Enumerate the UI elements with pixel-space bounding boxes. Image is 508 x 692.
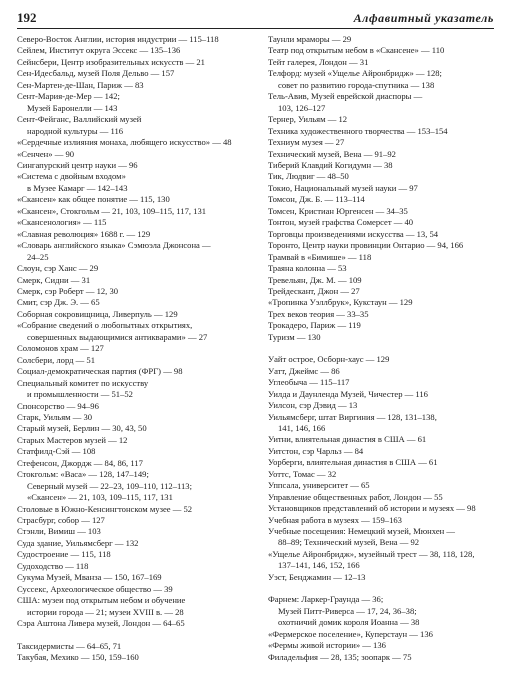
index-entry xyxy=(268,275,496,286)
index-entry xyxy=(268,240,496,251)
index-entry xyxy=(268,171,496,182)
index-entry-line: Тейт галерея, Лондон — 31 xyxy=(268,56,369,67)
index-entry xyxy=(268,45,496,56)
index-entry xyxy=(17,652,245,663)
index-entry xyxy=(268,515,496,526)
index-entry xyxy=(268,137,496,148)
index-entry-line: Социал-демократическая партия (ФРГ) — 98 xyxy=(17,366,183,377)
index-entry xyxy=(17,320,245,343)
index-entry-line: Старый музей, Берлин — 30, 43, 50 xyxy=(17,423,147,434)
index-entry xyxy=(268,400,496,411)
index-entry-line: Техниум музея — 27 xyxy=(268,137,345,148)
index-entry-line: Уэст, Бенджамин — 12–13 xyxy=(268,571,366,582)
index-entry xyxy=(268,320,496,331)
index-entry xyxy=(17,423,245,434)
index-entry-line: Фарнем: Ларкер-Граунда — 36; xyxy=(268,594,384,605)
index-entry xyxy=(268,114,496,125)
index-entry-line: Тонтон, музей графства Сомерсет — 40 xyxy=(268,217,414,228)
index-entry xyxy=(17,171,245,194)
section-gap xyxy=(268,343,496,354)
index-entry xyxy=(17,45,245,56)
index-entry-line: «Славная революция» 1688 г. — 129 xyxy=(17,228,151,239)
index-entry xyxy=(268,594,496,628)
index-entry xyxy=(268,229,496,240)
index-entry xyxy=(17,309,245,320)
index-entry-line: «Фермы живой истории» — 136 xyxy=(268,640,386,651)
index-entry-line: «Ущелье Айронбридж», музейный трест — 38, 118, 128, xyxy=(268,548,475,559)
index-entry-continuation: народной культуры — 116 xyxy=(27,125,124,136)
index-entry xyxy=(268,389,496,400)
index-entry-line: Судоходство — 118 xyxy=(17,560,89,571)
index-entry xyxy=(268,332,496,343)
index-entry-line: Токио, Национальный музей науки — 97 xyxy=(268,182,418,193)
index-entry-line: «Скансен» как общее понятие — 115, 130 xyxy=(17,194,170,205)
index-entry-line: Стэнли, Вимиш — 103 xyxy=(17,526,101,537)
index-entry-line: Старых Мастеров музей — 12 xyxy=(17,434,128,445)
index-entry xyxy=(17,572,245,583)
index-entry xyxy=(17,584,245,595)
index-entry xyxy=(268,469,496,480)
index-entry-line: Телфорд: музей «Ущелье Айронбридж» — 128; xyxy=(268,68,442,79)
index-entry-line: Сейнсбери, Центр изобразительных искусств — 21 xyxy=(17,56,205,67)
index-entry xyxy=(268,263,496,274)
index-entry-line: «Скансен», Стокгольм — 21, 103, 109–115, 117, 131 xyxy=(17,205,207,216)
index-entry xyxy=(17,229,245,240)
index-entry xyxy=(17,343,245,354)
index-entry-line: Театр под открытым небом в «Скансене» — 110 xyxy=(268,45,445,56)
index-entry-line: Уорберги, влиятельная династия в США — 61 xyxy=(268,457,438,468)
index-entry xyxy=(268,34,496,45)
index-entry-line: Уитни, влиятельная династия в США — 61 xyxy=(268,434,427,445)
index-entry xyxy=(268,354,496,365)
index-entry xyxy=(268,480,496,491)
index-entry-line: Уатт, Джеймс — 86 xyxy=(268,365,340,376)
index-entry-line: Стокгольм: «Васа» — 128, 147–149; xyxy=(17,469,149,480)
index-entry xyxy=(268,446,496,457)
index-entry-continuation: Музей Баронелли — 143 xyxy=(27,102,118,113)
section-gap xyxy=(268,583,496,594)
index-entry xyxy=(268,572,496,583)
index-entry-line: Трамвай в «Бимише» — 118 xyxy=(268,251,372,262)
index-entry-line: Тель-Авив, Музей еврейской диаспоры — xyxy=(268,91,423,102)
index-entry xyxy=(268,492,496,503)
index-entry xyxy=(17,160,245,171)
index-entry xyxy=(17,446,245,457)
index-entry-continuation: истории города — 21; музеи XVIII в. — 28 xyxy=(27,606,184,617)
index-entry-line: Таунли мраморы — 29 xyxy=(268,34,352,44)
index-entry xyxy=(268,457,496,468)
index-entry-line: Суссекс, Археологическое общество — 39 xyxy=(17,583,173,594)
index-entry-line: Сукума Музей, Мванза — 150, 167–169 xyxy=(17,572,162,583)
index-entry xyxy=(268,68,496,91)
index-entry-line: Статфилд-Сэй — 108 xyxy=(17,446,96,457)
index-entry-line: Смит, сэр Дж. Э. — 65 xyxy=(17,297,100,308)
index-entry-line: Трокадеро, Париж — 119 xyxy=(268,320,361,331)
index-entry xyxy=(268,286,496,297)
index-entry-line: Трейдескант, Джон — 27 xyxy=(268,285,360,296)
index-entry xyxy=(17,549,245,560)
index-entry-line: Соборная сокровищница, Ливерпуль — 129 xyxy=(17,308,178,319)
index-entry-line: Торговцы произведениями искусства — 13, 54 xyxy=(268,228,439,239)
index-entry-line: Специальный комитет по искусству xyxy=(17,377,149,388)
index-entry-line: США: музеи под открытым небом и обучение xyxy=(17,595,186,606)
index-entry xyxy=(17,91,245,114)
index-entry-line: Учебные посещения: Немецкий музей, Мюнхен — xyxy=(268,526,456,537)
section-gap xyxy=(17,630,245,641)
index-entry-line: Трех веков теория — 33–35 xyxy=(268,308,369,319)
index-entry-line: Томсен, Кристиан Юргенсен — 34–35 xyxy=(268,205,408,216)
index-entry-line: Такубая, Мехико — 150, 159–160 xyxy=(17,652,139,663)
index-entry xyxy=(268,629,496,640)
index-column-left xyxy=(17,34,245,663)
index-entry xyxy=(17,206,245,217)
index-entry-line: Туризм — 130 xyxy=(268,331,321,342)
index-entry xyxy=(268,526,496,549)
index-entry-line: Спонсорство — 94–96 xyxy=(17,400,99,411)
index-entry-line: Установщиков представлений об истории и музеях — 98 xyxy=(268,503,476,514)
index-entry xyxy=(17,618,245,629)
index-entry-line: Уилсон, сэр Дэвид — 13 xyxy=(268,400,358,411)
index-entry xyxy=(17,57,245,68)
index-entry-line: Траяна колонна — 53 xyxy=(268,263,347,274)
index-entry-line: Столовые в Южно-Кенсингтонском музее — 52 xyxy=(17,503,193,514)
index-entry-line: Смерк, Сидни — 31 xyxy=(17,274,91,285)
index-entry xyxy=(17,469,245,503)
index-entry xyxy=(268,126,496,137)
index-entry xyxy=(17,80,245,91)
index-entry xyxy=(268,434,496,445)
index-entry xyxy=(17,194,245,205)
index-entry xyxy=(17,355,245,366)
index-entry-line: Тик, Людвиг — 48–50 xyxy=(268,171,349,182)
index-entry-line: Уилда и Даунленда Музей, Чичестер — 116 xyxy=(268,388,428,399)
index-entry xyxy=(17,297,245,308)
index-entry-line: «Собрание сведений о любопытных открытиях, xyxy=(17,320,193,331)
index-entry xyxy=(17,641,245,652)
index-entry-line: Техника художественного творчества — 153–154 xyxy=(268,125,448,136)
index-entry-line: «Система с двойным входом» xyxy=(17,171,126,182)
index-entry xyxy=(17,526,245,537)
index-entry-continuation: 137–141, 146, 152, 166 xyxy=(278,560,360,571)
index-entry-continuation: 141, 146, 166 xyxy=(278,422,326,433)
index-entry-continuation: 88–89; Технический музей, Вена — 92 xyxy=(278,537,420,548)
index-entry-line: Уильямсберг, штат Виргиния — 128, 131–138, xyxy=(268,411,437,422)
index-entry xyxy=(268,652,496,663)
index-entry-line: Северо-Восток Англии, история индустрии — 115–118 xyxy=(17,34,219,44)
index-entry xyxy=(268,366,496,377)
index-entry-line: Учебная работа в музеях — 159–163 xyxy=(268,514,402,525)
index-entry-line: Соломонов храм — 127 xyxy=(17,343,104,354)
index-entry xyxy=(17,366,245,377)
index-entry xyxy=(268,503,496,514)
index-entry-line: Уитстон, сэр Чарльз — 84 xyxy=(268,445,364,456)
index-entry-line: Судостроение — 115, 118 xyxy=(17,549,111,560)
index-entry-line: Торонто, Центр науки провинции Онтарио — 94, 166 xyxy=(268,240,464,251)
index-entry xyxy=(268,309,496,320)
index-entry-line: Углеобыча — 115–117 xyxy=(268,377,350,388)
index-entry-line: Уайт острое, Осборн-хаус — 129 xyxy=(268,354,390,365)
index-entry xyxy=(268,206,496,217)
index-entry xyxy=(17,114,245,137)
index-entry xyxy=(268,160,496,171)
index-entry-line: Слоун, сэр Ханс — 29 xyxy=(17,263,99,274)
index-entry-continuation: в Музее Камарг — 142–143 xyxy=(27,182,128,193)
index-entry xyxy=(268,252,496,263)
index-entry-line: «Тропинка Уэллбрук», Кукстаун — 129 xyxy=(268,297,413,308)
running-title: Алфавитный указатель xyxy=(353,11,494,25)
index-entry xyxy=(268,297,496,308)
index-entry-continuation: и промышленности — 51–52 xyxy=(27,389,133,400)
index-column-right xyxy=(268,34,496,663)
index-entry-line: Старк, Уильям — 30 xyxy=(17,411,93,422)
index-entry xyxy=(17,595,245,618)
index-entry-continuation: «Скансен» — 21, 103, 109–115, 117, 131 xyxy=(27,492,173,503)
index-entry-line: «Словарь английского языка» Сэмюэла Джонсона — xyxy=(17,240,211,251)
index-entry xyxy=(17,217,245,228)
index-entry xyxy=(268,183,496,194)
index-entry-line: Управление общественных работ, Лондон — 55 xyxy=(268,491,443,502)
index-entry xyxy=(17,286,245,297)
header-rule xyxy=(17,28,494,29)
index-entry xyxy=(17,412,245,423)
index-entry-continuation: 24–25 xyxy=(27,251,49,262)
index-entry-line: Сэра Аштона Ливера музей, Лондон — 64–65 xyxy=(17,618,185,629)
index-entry xyxy=(268,377,496,388)
index-entry-line: Тиберий Клавдий Когидумн — 38 xyxy=(268,159,393,170)
index-entry-line: Солсбери, лорд — 51 xyxy=(17,354,96,365)
index-entry xyxy=(17,68,245,79)
index-entry xyxy=(17,401,245,412)
index-entry-line: Суда здание, Уильямсберг — 132 xyxy=(17,537,139,548)
index-entry-line: Стефенсон, Джордж — 84, 86, 117 xyxy=(17,457,143,468)
index-entry-line: Смерк, сэр Роберт — 12, 30 xyxy=(17,285,119,296)
index-entry xyxy=(268,149,496,160)
index-entry xyxy=(268,640,496,651)
index-entry-line: Сейлем, Институт округа Эссекс — 135–136 xyxy=(17,45,181,56)
index-entry xyxy=(17,137,245,148)
page-number: 192 xyxy=(17,10,37,25)
index-entry-continuation: Музей Питт-Риверса — 17, 24, 36–38; xyxy=(278,605,417,616)
index-entry-line: Тернер, Уильям — 12 xyxy=(268,114,348,125)
index-entry xyxy=(17,561,245,572)
index-entry-continuation: охотничий домик короля Иоанна — 38 xyxy=(278,617,420,628)
index-entry-line: Тревельян, Дж. М. — 109 xyxy=(268,274,362,285)
index-entry-line: Страсбург, собор — 127 xyxy=(17,515,105,526)
index-entry xyxy=(268,549,496,572)
index-entry-continuation: 103, 126–127 xyxy=(278,102,326,113)
index-entry-line: Томсон, Дж. Б. — 113–114 xyxy=(268,194,365,205)
index-entry xyxy=(268,57,496,68)
index-entry xyxy=(17,515,245,526)
index-entry xyxy=(17,149,245,160)
index-entry-line: Сен-Мартен-де-Шан, Париж — 83 xyxy=(17,79,144,90)
index-entry-line: Таксидермисты — 64–65, 71 xyxy=(17,640,122,651)
index-entry xyxy=(268,91,496,114)
index-entry-line: Сент-Фейганс, Валлийский музей xyxy=(17,114,142,125)
index-entry-line: Уоттс, Томас — 32 xyxy=(268,468,337,479)
index-entry xyxy=(17,240,245,263)
index-entry-line: Технический музей, Вена — 91–92 xyxy=(268,148,396,159)
index-entry xyxy=(17,538,245,549)
index-entry-line: Филадельфия — 28, 135; зоопарк — 75 xyxy=(268,651,412,662)
index-entry-line: Сен-Идесбальд, музей Поля Дельво — 157 xyxy=(17,68,175,79)
index-entry-continuation: Северный музей — 22–23, 109–110, 112–113; xyxy=(27,480,192,491)
index-entry xyxy=(17,34,245,45)
index-entry xyxy=(17,378,245,401)
index-entry xyxy=(268,412,496,435)
index-entry xyxy=(17,504,245,515)
index-entry xyxy=(17,263,245,274)
index-entry-line: «Сердечные излияния монаха, любящего искусство» — 48 xyxy=(17,137,232,148)
index-entry-line: «Сенчен» — 90 xyxy=(17,148,75,159)
index-entry xyxy=(17,275,245,286)
index-entry-line: Уппсала, университет — 65 xyxy=(268,480,370,491)
index-entry-continuation: совершенных выдающимися антикварами» — 27 xyxy=(27,331,208,342)
index-entry xyxy=(268,194,496,205)
index-entry-line: Сингапурский центр науки — 96 xyxy=(17,159,138,170)
index-entry-continuation: совет по развитию города-спутника — 138 xyxy=(278,79,435,90)
index-entry xyxy=(17,435,245,446)
index-entry xyxy=(17,458,245,469)
index-entry-line: Сент-Мария-де-Мер — 142; xyxy=(17,91,120,102)
index-entry-line: «Фермерское поселение», Куперстаун — 136 xyxy=(268,628,433,639)
index-entry xyxy=(268,217,496,228)
index-entry-line: «Скансенология» — 115 xyxy=(17,217,107,228)
